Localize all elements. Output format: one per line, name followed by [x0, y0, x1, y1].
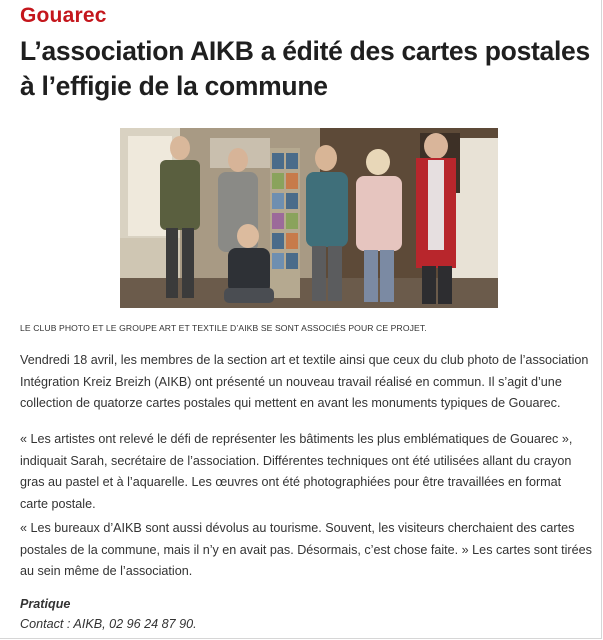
practical-contact: Contact : AIKB, 02 96 24 87 90.: [20, 617, 197, 631]
article-photo[interactable]: [120, 128, 498, 308]
practical-heading: Pratique: [20, 597, 71, 611]
article-paragraph: « Les bureaux d’AIKB sont aussi dévolus au tourisme. Souvent, les visiteurs cherchaient des cartes postales de la commune, mais il n’y en avait pas. Désormais, c’est chose faite. » Les cartes sont tirées au sein même de l’association.: [20, 521, 592, 579]
photo-caption: LE CLUB PHOTO ET LE GROUPE ART ET TEXTILE D’AIKB SE SONT ASSOCIÉS POUR CE PROJET.: [20, 323, 427, 333]
article-paragraph: Vendredi 18 avril, les membres de la section art et textile ainsi que ceux du club photo de l’association Intégration Kreiz Breizh (AIKB) ont présenté un nouveau travail réalisé en commun. Il s’agit d’une collection de quatorze cartes postales qui mettent en avant les monuments typiques de Gouarec.: [20, 353, 589, 411]
article-headline: L’association AIKB a édité des cartes postales à l’effigie de la commune: [20, 36, 590, 101]
article-paragraph: « Les artistes ont relevé le défi de représenter les bâtiments les plus emblématiques de Gouarec », indiquait Sarah, secrétaire de l’association. Différentes techniques ont été utilisées allant du crayon gras au pastel et à l’aquarelle. Les œuvres ont été photographiées pour être travaillées en format carte postale.: [20, 432, 573, 511]
article-kicker[interactable]: Gouarec: [20, 4, 107, 27]
group-photo-image: [120, 128, 498, 308]
